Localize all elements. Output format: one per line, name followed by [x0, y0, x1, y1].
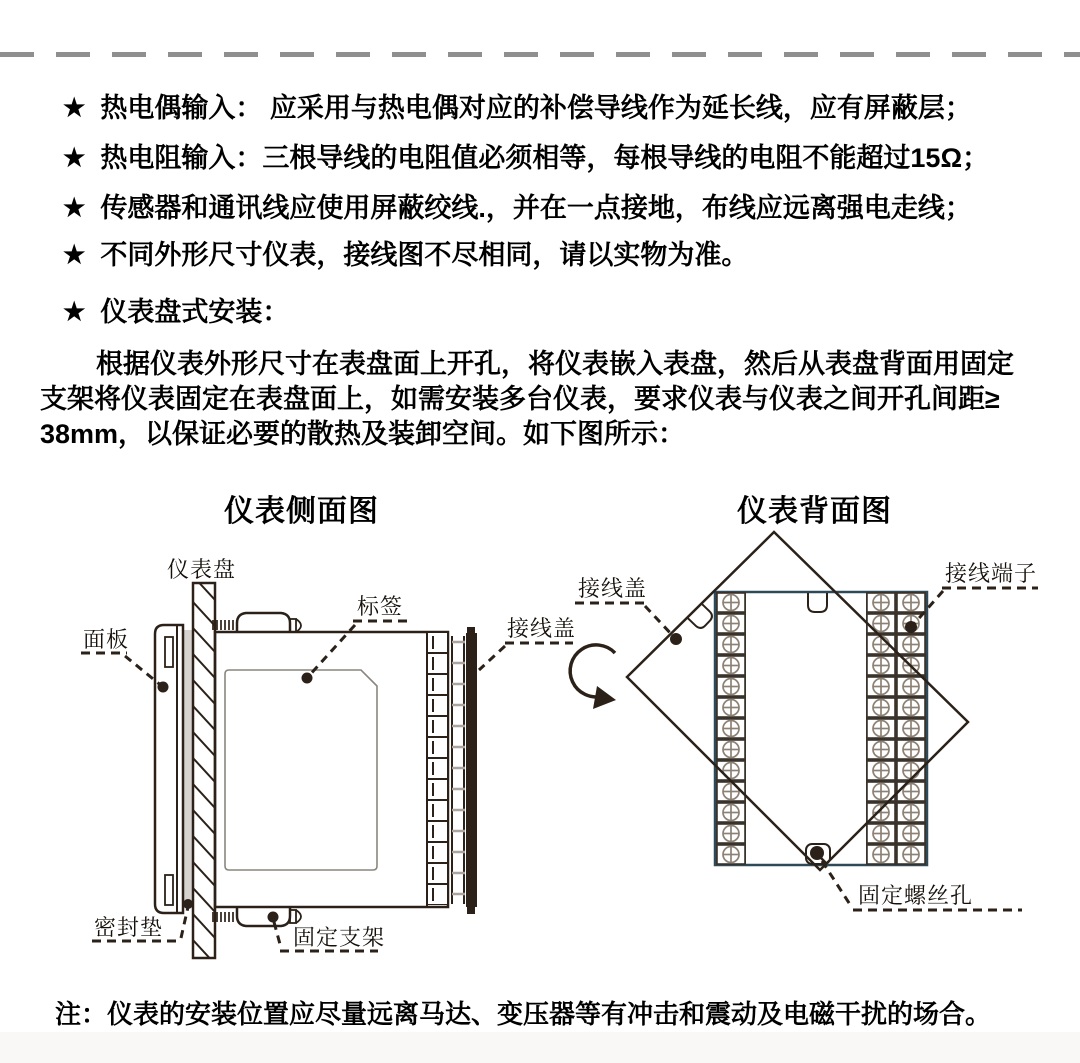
- label-terminal-cover: 接线盖: [507, 616, 577, 641]
- paragraph-line: 支架将仪表固定在表盘面上，如需安装多台仪表，要求仪表与仪表之间开孔间距≥: [40, 384, 1000, 414]
- sealing-gasket: [183, 630, 193, 907]
- bullet-text: 热电偶输入： 应采用与热电偶对应的补偿导线作为延长线，应有屏蔽层；: [100, 93, 972, 123]
- bullet-item: [63, 297, 289, 328]
- terminal-cover-bar: [466, 627, 477, 914]
- back-panel: [715, 592, 927, 865]
- leader-dot: [670, 633, 682, 645]
- label-sticker: 标签: [357, 594, 404, 619]
- bullet-item: [63, 193, 972, 224]
- back-view-title: 仪表背面图: [737, 495, 892, 528]
- side-view-title: 仪表侧面图: [224, 495, 379, 528]
- label-screw-hole: 固定螺丝孔: [858, 883, 974, 908]
- terminal-column-left: [716, 592, 746, 865]
- bullet-text: 仪表盘式安装：: [100, 297, 290, 327]
- star-icon: ★: [63, 298, 86, 326]
- leader-dot: [905, 621, 917, 633]
- page-break-dashed-line: [0, 52, 1080, 57]
- bullet-text: 传感器和通讯线应使用屏蔽绞线.，并在一点接地，布线应远离强电走线；: [100, 193, 972, 223]
- side-view-figure: [60, 480, 580, 980]
- panel-board-wall: [193, 550, 215, 964]
- leader-dot: [268, 912, 279, 923]
- label-terminal-cover: 接线盖: [578, 576, 648, 601]
- star-icon: ★: [63, 94, 86, 122]
- leader-dot: [302, 673, 313, 684]
- bullet-item: [63, 93, 972, 124]
- rotation-arrow-icon: [570, 645, 616, 709]
- star-icon: ★: [63, 241, 86, 269]
- top-mounting-bracket: [213, 613, 301, 632]
- leader-dot: [183, 899, 193, 909]
- label-sticker-area: [225, 670, 377, 870]
- star-icon: ★: [63, 144, 86, 172]
- star-icon: ★: [63, 194, 86, 222]
- callout-bracket: [268, 912, 386, 952]
- bottom-mounting-bracket: [213, 907, 301, 926]
- bullet-item: [63, 143, 989, 174]
- label-gasket: 密封垫: [94, 915, 164, 940]
- callout-screw-hole: [822, 861, 1022, 910]
- cover-hinge-notch: [688, 604, 715, 631]
- callout-terminal-cover: [575, 576, 682, 645]
- note-text: 注：仪表的安装位置应尽量远离马达、变压器等有冲击和震动及电磁干扰的场合。: [55, 999, 992, 1029]
- label-bracket: 固定支架: [293, 925, 386, 950]
- front-panel: [155, 625, 183, 913]
- label-panel-board: 仪表盘: [167, 557, 237, 582]
- terminal-column-right-inner: [866, 592, 896, 865]
- paragraph-line: 根据仪表外形尺寸在表盘面上开孔，将仪表嵌入表盘，然后从表盘背面用固定: [96, 349, 1014, 379]
- terminal-strip: [427, 632, 465, 905]
- bullet-text: 不同外形尺寸仪表，接线图不尽相同，请以实物为准。: [100, 240, 749, 270]
- bullet-item: [63, 240, 748, 271]
- bullet-text: 热电阻输入：三根导线的电阻值必须相等，每根导线的电阻不能超过15Ω；: [100, 143, 990, 173]
- page-bottom-margin: [0, 1032, 1080, 1063]
- label-front-panel: 面板: [83, 627, 130, 652]
- label-terminals: 接线端子: [945, 561, 1038, 586]
- back-view-figure: [560, 480, 1080, 980]
- paragraph-line: 38mm，以保证必要的散热及装卸空间。如下图所示：: [40, 419, 686, 449]
- leader-dot: [158, 682, 169, 693]
